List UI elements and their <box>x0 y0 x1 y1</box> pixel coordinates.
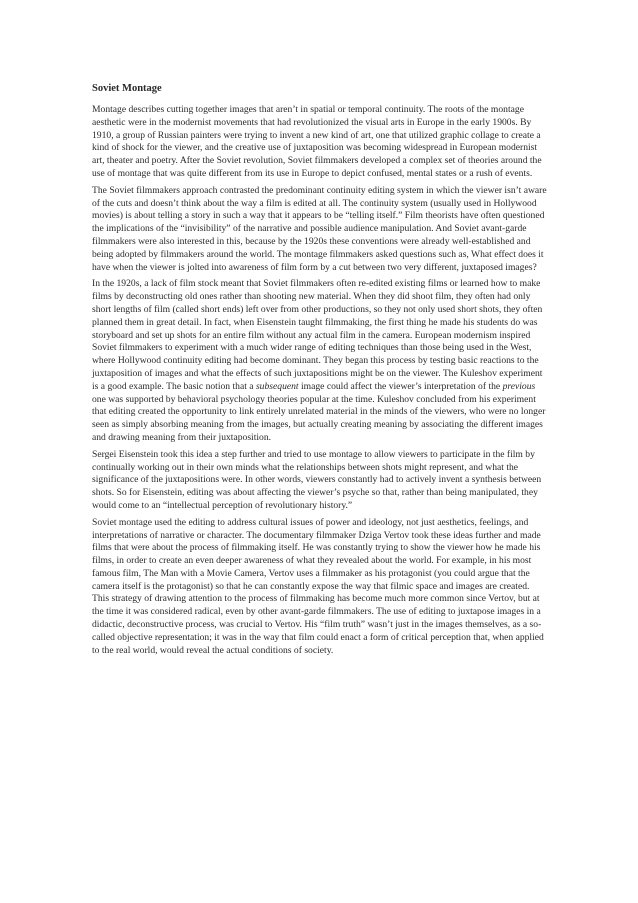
paragraph-vertov: Soviet montage used the editing to address cultural issues of power and ideology, not just aesthetics, feelings, and interpretations of narrative or character. The documentary filmmaker Dziga Vertov took these ideas further and made films that were about the process of filmmaking itself. He was constantly trying to show the viewer how he made his films, in order to create an even deeper awareness of what they revealed about the world. For example, in his most famous film, The Man with a Movie Camera, Vertov uses a filmmaker as his protagonist (you could argue that the camera itself is the protagonist) so that he can constantly expose the way that filmic space and images are created. This strategy of drawing attention to the process of filmmaking has become much more common since Vertov, but at the time it was considered radical, even by other avant-garde filmmakers. The use of editing to juxtapose images in a didactic, deconstructive process, was crucial to Vertov. His “film truth” wasn’t just in the images themselves, as a so-called objective representation; it was in the way that film could enact a form of critical perception that, when applied to the real world, would reveal the actual conditions of society. <box>92 516 544 656</box>
document-page <box>92 72 548 661</box>
paragraph-eisenstein: Sergei Eisenstein took this idea a step further and tried to use montage to allow viewers to participate in the film by continually working out in their own minds what the relationships between shots might represent, and what the significance of the juxtapositions were. In other words, viewers constantly had to actively invent a synthesis between shots. So for Eisenstein, editing was about affecting the viewer’s psyche so that, rather than being manipulated, they would come to an “intellectual perception of revolutionary history.” <box>92 448 542 511</box>
paragraph-montage-intro: Montage describes cutting together images that aren’t in spatial or temporal continuity. The roots of the montage aesthetic were in the modernist movements that had revolutionized the visual arts in Europe in the early 1900s. By 1910, a group of Russian painters were trying to invent a new kind of art, one that utilized graphic collage to create a kind of shock for the viewer, and the creative use of juxtaposition was becoming widespread in European modernist art, theater and poetry. After the Soviet revolution, Soviet filmmakers developed a complex set of theories around the use of montage that was quite different from its use in Europe to depict confused, mental states or a rush of events. <box>92 104 542 179</box>
document-title: Soviet Montage <box>92 83 162 94</box>
kuleshov-text-part-2: image could affect the viewer’s interpretation of the <box>298 380 503 392</box>
paragraph-kuleshov <box>92 278 548 444</box>
paragraph-continuity-contrast: The Soviet filmmakers approach contrasted the predominant continuity editing system in which the viewer isn’t aware of the cuts and doesn’t think about the way a film is edited at all. The continuity system (usually used in Hollywood movies) is about telling a story in such a way that it appears to be “telling itself.” Film theorists have often questioned the implications of the “invisibility” of the narrative and possible audience manipulation. And Soviet avant-garde filmmakers were also interested in this, because by the 1920s these conventions were already well-established and being adopted by filmmakers around the world. The montage filmmakers asked questions such as, What effect does it have when the viewer is jolted into awareness of film form by a cut between two very different, juxtaposed images? <box>92 184 547 273</box>
kuleshov-text-part-1: In the 1920s, a lack of film stock meant that Soviet filmmakers often re-edited existing films or learned how to make films by deconstructing old ones rather than shooting new material. When they did shoot film, they often had only short lengths of film (called short ends) left over from other productions, so they not only used short shots, they often planned them in great detail. In fact, when Eisenstein taught filmmaking, the first thing he made his students do was storyboard and set up shots for an entire film without any actual film in the camera. European modernism inspired Soviet filmmakers to experiment with a much wider range of editing techniques than those being used in the West, where Hollywood continuity editing had become dominant. They began this process by testing basic reactions to the juxtaposition of images and what the effects of such juxtapositions might be on the viewer. The Kuleshov experiment is a good example. The basic notion that a <box>92 278 543 392</box>
emphasis-previous: previous <box>502 380 536 392</box>
emphasis-subsequent: subsequent <box>255 380 299 392</box>
kuleshov-text-part-3: one was supported by behavioral psychology theories popular at the time. Kuleshov concluded from his experiment that editing created the opportunity to link entirely unrelated material in the minds of the viewers, who were no longer seen as simply absorbing meaning from the images, but actually creating meaning by associating the different images and drawing meaning from their juxtaposition. <box>92 393 546 443</box>
